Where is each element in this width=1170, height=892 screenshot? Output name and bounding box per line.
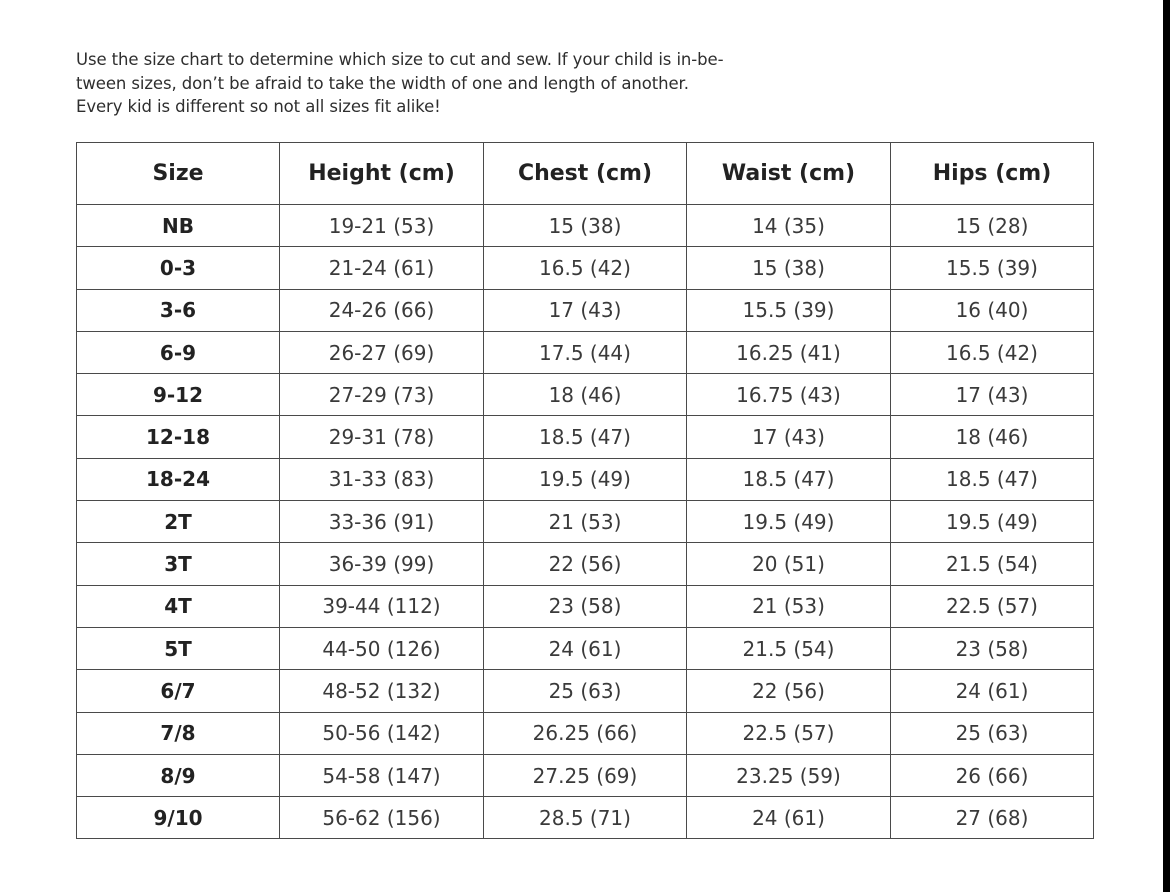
table-row xyxy=(77,712,1094,754)
cell-size: 4T xyxy=(77,585,280,627)
cell-waist: 17 (43) xyxy=(687,416,891,458)
cell-waist: 15 (38) xyxy=(687,247,891,289)
cell-waist: 22.5 (57) xyxy=(687,712,891,754)
cell-size: 6-9 xyxy=(77,331,280,373)
table-row xyxy=(77,205,1094,247)
cell-height: 48-52 (132) xyxy=(280,670,484,712)
table-row xyxy=(77,289,1094,331)
cell-chest: 26.25 (66) xyxy=(484,712,687,754)
table-row xyxy=(77,797,1094,839)
cell-hips: 21.5 (54) xyxy=(891,543,1094,585)
cell-waist: 21.5 (54) xyxy=(687,627,891,669)
cell-height: 31-33 (83) xyxy=(280,458,484,500)
intro-line: Use the size chart to determine which size to cut and sew. If your child is in-be- xyxy=(76,50,724,69)
cell-height: 19-21 (53) xyxy=(280,205,484,247)
size-chart-table xyxy=(76,142,1094,839)
cell-height: 24-26 (66) xyxy=(280,289,484,331)
cell-hips: 16 (40) xyxy=(891,289,1094,331)
header-height: Height (cm) xyxy=(280,143,484,205)
cell-size: NB xyxy=(77,205,280,247)
cell-size: 5T xyxy=(77,627,280,669)
cell-chest: 25 (63) xyxy=(484,670,687,712)
cell-size: 18-24 xyxy=(77,458,280,500)
table-row xyxy=(77,501,1094,543)
cell-waist: 20 (51) xyxy=(687,543,891,585)
table-body xyxy=(77,205,1094,839)
cell-chest: 23 (58) xyxy=(484,585,687,627)
cell-size: 3T xyxy=(77,543,280,585)
cell-chest: 16.5 (42) xyxy=(484,247,687,289)
cell-waist: 16.75 (43) xyxy=(687,374,891,416)
cell-size: 0-3 xyxy=(77,247,280,289)
cell-waist: 19.5 (49) xyxy=(687,501,891,543)
cell-hips: 27 (68) xyxy=(891,797,1094,839)
cell-chest: 21 (53) xyxy=(484,501,687,543)
cell-hips: 18 (46) xyxy=(891,416,1094,458)
cell-chest: 27.25 (69) xyxy=(484,754,687,796)
cell-height: 29-31 (78) xyxy=(280,416,484,458)
cell-hips: 19.5 (49) xyxy=(891,501,1094,543)
cell-hips: 18.5 (47) xyxy=(891,458,1094,500)
cell-hips: 15 (28) xyxy=(891,205,1094,247)
cell-hips: 17 (43) xyxy=(891,374,1094,416)
cell-chest: 22 (56) xyxy=(484,543,687,585)
cell-size: 3-6 xyxy=(77,289,280,331)
table-row xyxy=(77,754,1094,796)
cell-size: 6/7 xyxy=(77,670,280,712)
header-waist: Waist (cm) xyxy=(687,143,891,205)
cell-chest: 18 (46) xyxy=(484,374,687,416)
cell-size: 12-18 xyxy=(77,416,280,458)
cell-hips: 24 (61) xyxy=(891,670,1094,712)
cell-waist: 21 (53) xyxy=(687,585,891,627)
table-row xyxy=(77,670,1094,712)
intro-text xyxy=(76,48,796,119)
cell-waist: 24 (61) xyxy=(687,797,891,839)
table-row xyxy=(77,416,1094,458)
cell-height: 21-24 (61) xyxy=(280,247,484,289)
cell-height: 39-44 (112) xyxy=(280,585,484,627)
cell-hips: 22.5 (57) xyxy=(891,585,1094,627)
cell-height: 54-58 (147) xyxy=(280,754,484,796)
intro-line: tween sizes, don’t be afraid to take the width of one and length of another. xyxy=(76,73,689,93)
cell-waist: 18.5 (47) xyxy=(687,458,891,500)
cell-waist: 23.25 (59) xyxy=(687,754,891,796)
cell-chest: 24 (61) xyxy=(484,627,687,669)
cell-chest: 18.5 (47) xyxy=(484,416,687,458)
cell-size: 9/10 xyxy=(77,797,280,839)
intro-line: Every kid is different so not all sizes fit alike! xyxy=(76,97,441,116)
table-row xyxy=(77,585,1094,627)
cell-chest: 19.5 (49) xyxy=(484,458,687,500)
cell-waist: 16.25 (41) xyxy=(687,331,891,373)
cell-waist: 14 (35) xyxy=(687,205,891,247)
table-row xyxy=(77,331,1094,373)
cell-size: 2T xyxy=(77,501,280,543)
cell-size: 9-12 xyxy=(77,374,280,416)
header-chest: Chest (cm) xyxy=(484,143,687,205)
header-hips: Hips (cm) xyxy=(891,143,1094,205)
cell-hips: 23 (58) xyxy=(891,627,1094,669)
table-row xyxy=(77,543,1094,585)
cell-height: 50-56 (142) xyxy=(280,712,484,754)
cell-waist: 15.5 (39) xyxy=(687,289,891,331)
cell-height: 56-62 (156) xyxy=(280,797,484,839)
cell-waist: 22 (56) xyxy=(687,670,891,712)
cell-height: 26-27 (69) xyxy=(280,331,484,373)
cell-chest: 17.5 (44) xyxy=(484,331,687,373)
cell-height: 33-36 (91) xyxy=(280,501,484,543)
cell-chest: 28.5 (71) xyxy=(484,797,687,839)
cell-size: 7/8 xyxy=(77,712,280,754)
cell-size: 8/9 xyxy=(77,754,280,796)
cell-hips: 26 (66) xyxy=(891,754,1094,796)
table-header-row xyxy=(77,143,1094,205)
cell-chest: 17 (43) xyxy=(484,289,687,331)
table-row xyxy=(77,374,1094,416)
cell-chest: 15 (38) xyxy=(484,205,687,247)
header-size: Size xyxy=(77,143,280,205)
table-row xyxy=(77,247,1094,289)
table-row xyxy=(77,458,1094,500)
cell-height: 44-50 (126) xyxy=(280,627,484,669)
cell-height: 36-39 (99) xyxy=(280,543,484,585)
cell-hips: 25 (63) xyxy=(891,712,1094,754)
cell-height: 27-29 (73) xyxy=(280,374,484,416)
table-row xyxy=(77,627,1094,669)
cell-hips: 16.5 (42) xyxy=(891,331,1094,373)
cell-hips: 15.5 (39) xyxy=(891,247,1094,289)
